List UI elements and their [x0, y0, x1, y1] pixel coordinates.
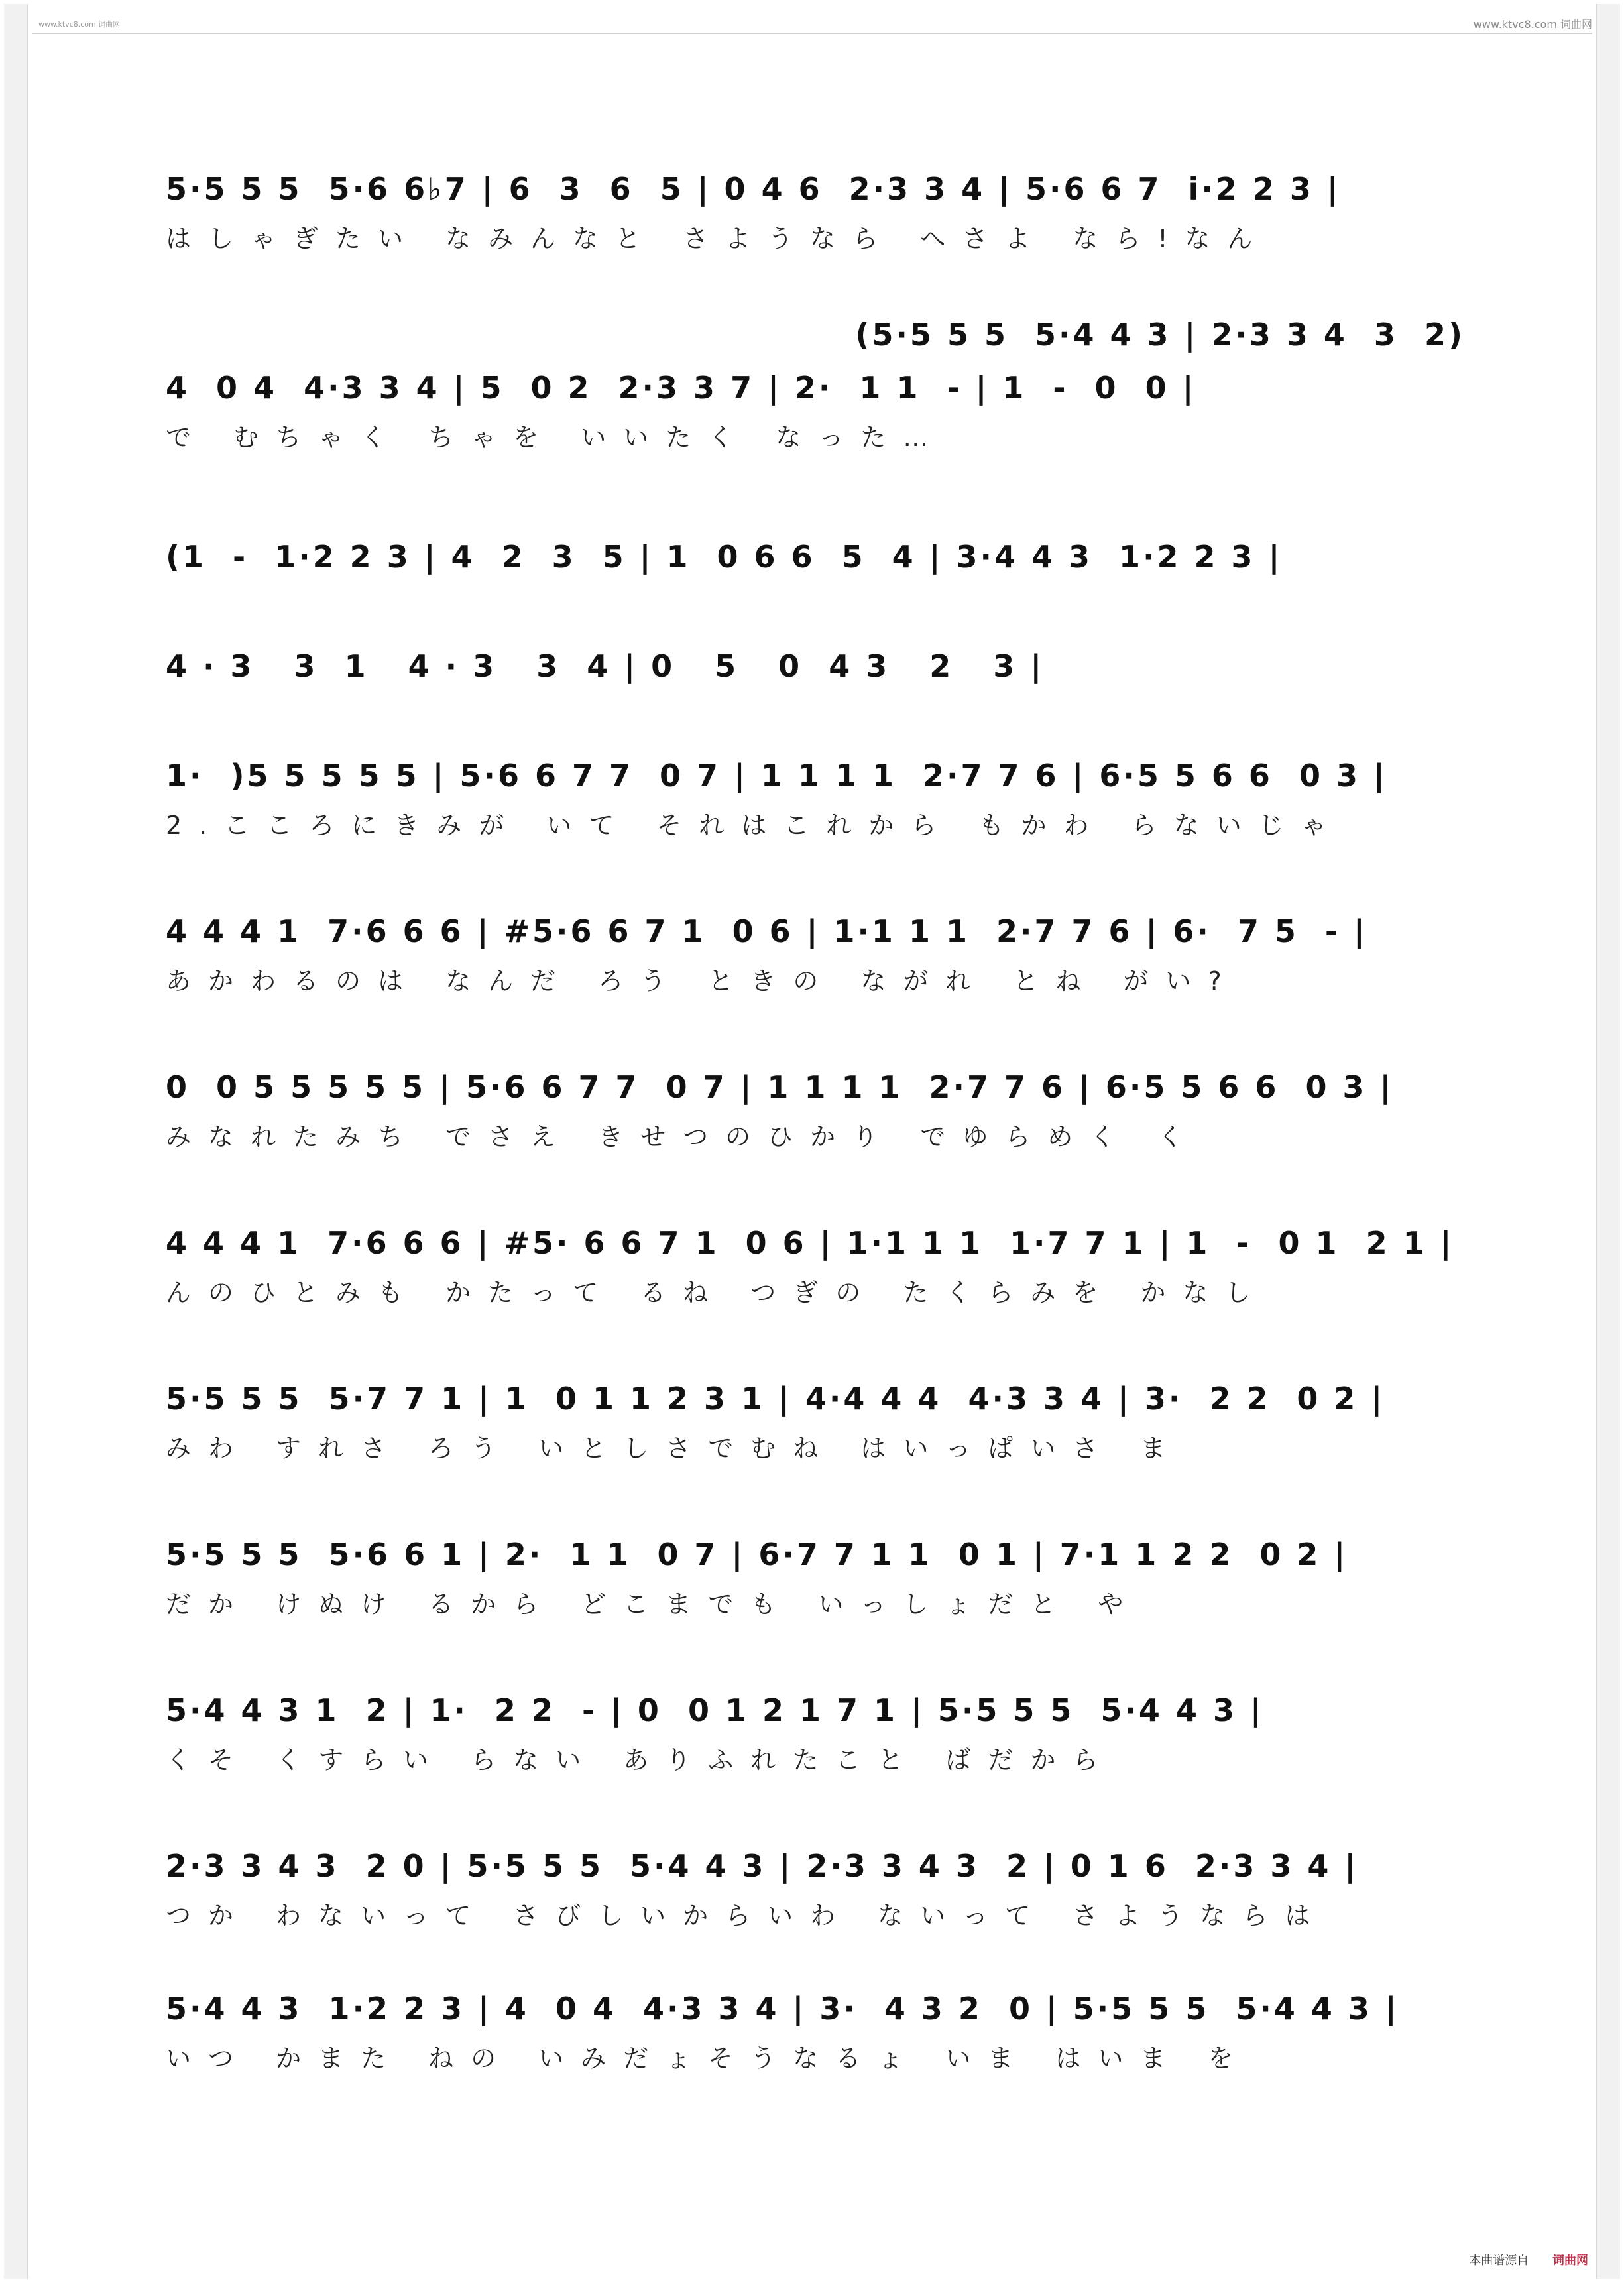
lyrics-line: みわ すれさ ろう いとしさでむね はいっぱいさ ま	[166, 1434, 1183, 1463]
lyrics-line: 2.こころにきみが いて それはこれから もかわ らないじゃ	[166, 811, 1344, 840]
lyrics-line: くそ くすらい らない ありふれたこと ばだから	[166, 1745, 1116, 1775]
site-watermark-right: www.ktvc8.com 词曲网	[1473, 18, 1592, 30]
score-system-8	[166, 1213, 1465, 1313]
notation-line: 5·5 5 5 5·6 6 1 | 2· 1 1 0 7 | 6·7 7 1 1 0 1 | 7·1 1 2 2 0 2 |	[166, 1537, 1348, 1572]
lyrics-line: みなれたみち でさえ きせつのひかり でゆらめく く	[166, 1122, 1200, 1151]
score-system-7	[166, 1057, 1465, 1157]
score-system-2	[166, 312, 1465, 457]
score-system-10	[166, 1525, 1465, 1624]
page-footer	[1469, 2251, 1588, 2268]
score-system-9	[166, 1369, 1465, 1468]
score-system-3	[166, 527, 1465, 626]
lyrics-line: あかわるのは なんだ ろう ときの ながれ とね がい?	[166, 966, 1239, 996]
lyrics-line	[166, 587, 1465, 626]
score-system-11	[166, 1680, 1465, 1780]
notation-line: 5·4 4 3 1 2 | 1· 2 2 - | 0 0 1 2 1 7 1 | 5·5 5 5 5·4 4 3 |	[166, 1692, 1264, 1728]
notation-line: 5·4 4 3 1·2 2 3 | 4 0 4 4·3 3 4 | 3· 4 3 2 0 | 5·5 5 5 5·4 4 3 |	[166, 1991, 1399, 2026]
lyrics-line: はしゃぎたい なみんなと さようなら へさよ なら!なん	[166, 224, 1270, 253]
lyrics-line: で むちゃく ちゃを いいたく なった…	[166, 423, 946, 452]
notation-line: 4 · 3 3 1 4 · 3 3 4 | 0 5 0 4 3 2 3 |	[166, 648, 1045, 684]
score-system-1	[166, 159, 1465, 259]
score-system-12	[166, 1836, 1465, 1936]
notation-line: 2·3 3 4 3 2 0 | 5·5 5 5 5·4 4 3 | 2·3 3 4 3 2 | 0 1 6 2·3 3 4 |	[166, 1848, 1359, 1884]
notation-line: 4 0 4 4·3 3 4 | 5 0 2 2·3 3 7 | 2· 1 1 - | 1 - 0 0 |	[166, 370, 1196, 406]
parenthetical-notation: (5·5 5 5 5·4 4 3 | 2·3 3 4 3 2)	[855, 317, 1465, 353]
frame-line-right	[1596, 4, 1597, 2279]
footer-brand: 词曲网	[1552, 2254, 1588, 2268]
lyrics-line: だか けぬけ るから どこまでも いっしょだと や	[166, 1590, 1141, 1619]
lyrics-line: つか わないって さびしいからいわ ないって さようならは	[166, 1901, 1328, 1930]
score-system-4	[166, 636, 1465, 736]
score-system-13	[166, 1979, 1465, 2078]
lyrics-line: いつ かまた ねの いみだょそうなるょ いま はいま を	[166, 2044, 1251, 2073]
notation-line: 5·5 5 5 5·6 6♭7 | 6 3 6 5 | 0 4 6 2·3 3 4 | 5·6 6 7 i·2 2 3 |	[166, 171, 1341, 207]
score-system-6	[166, 902, 1465, 1001]
lyrics-line: んのひとみも かたって るね つぎの たくらみを かなし	[166, 1278, 1268, 1307]
site-watermark-left: www.ktvc8.com 词曲网	[38, 20, 121, 29]
notation-line: 1· )5 5 5 5 5 | 5·6 6 7 7 0 7 | 1 1 1 1 2·7 7 6 | 6·5 5 6 6 0 3 |	[166, 758, 1387, 793]
lyrics-line	[166, 696, 1465, 736]
notation-line: (1 - 1·2 2 3 | 4 2 3 5 | 1 0 6 6 5 4 | 3·4 4 3 1·2 2 3 |	[166, 539, 1283, 575]
frame-line-left	[27, 4, 28, 2279]
footer-source-label: 本曲谱源自	[1469, 2254, 1529, 2268]
score-system-5	[166, 746, 1465, 845]
notation-line: 4 4 4 1 7·6 6 6 | #5·6 6 7 1 0 6 | 1·1 1 1 2·7 7 6 | 6· 7 5 - |	[166, 913, 1367, 949]
notation-line: 0 0 5 5 5 5 5 | 5·6 6 7 7 0 7 | 1 1 1 1 2·7 7 6 | 6·5 5 6 6 0 3 |	[166, 1069, 1394, 1105]
header-rule	[32, 33, 1592, 34]
notation-line: 5·5 5 5 5·7 7 1 | 1 0 1 1 2 3 1 | 4·4 4 4 4·3 3 4 | 3· 2 2 0 2 |	[166, 1381, 1385, 1417]
notation-line: 4 4 4 1 7·6 6 6 | #5· 6 6 7 1 0 6 | 1·1 1 1 1·7 7 1 | 1 - 0 1 2 1 |	[166, 1225, 1454, 1261]
